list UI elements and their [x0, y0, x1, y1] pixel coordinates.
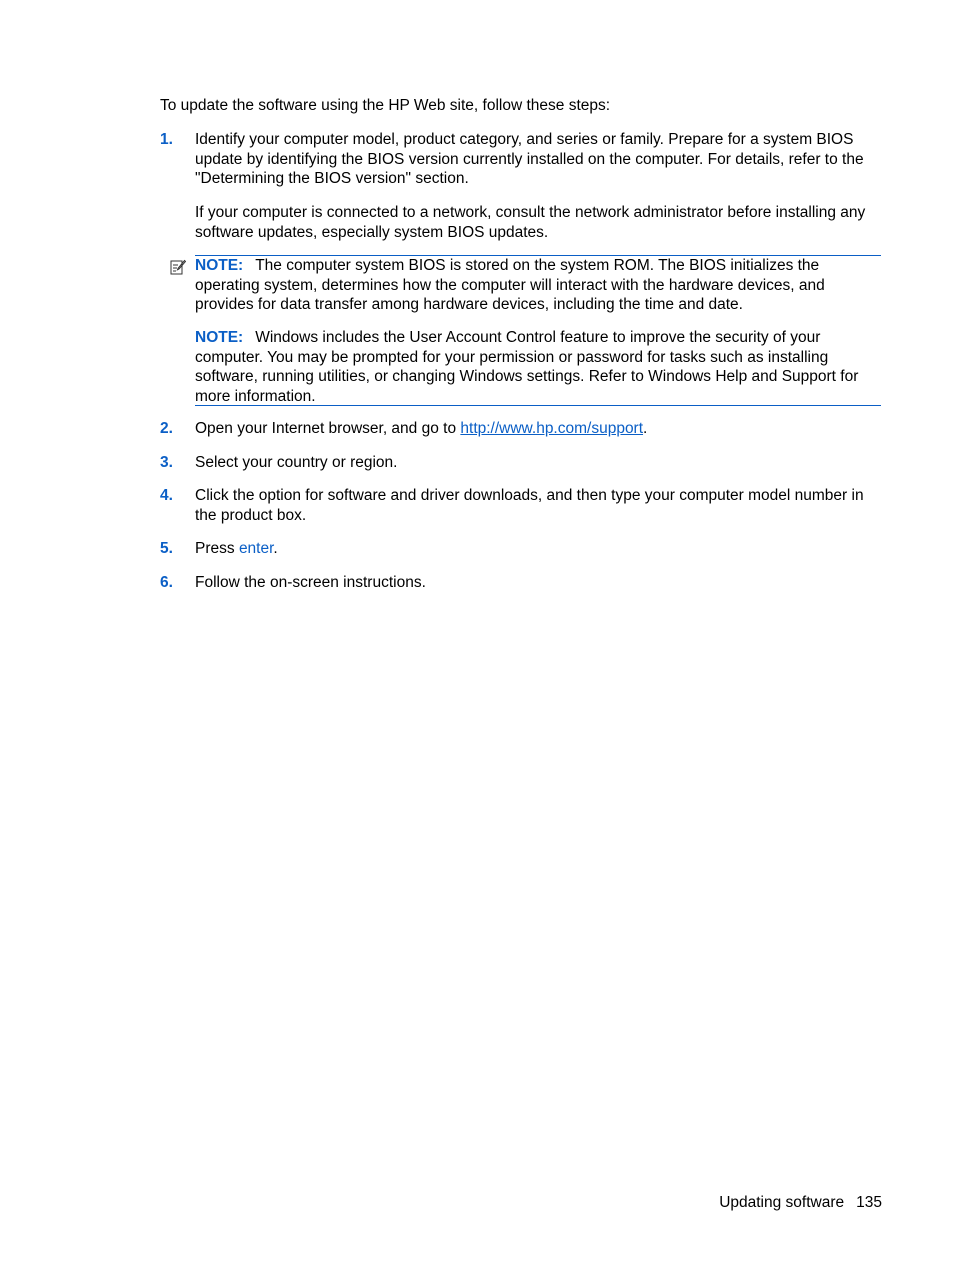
step-paragraph: If your computer is connected to a network, consult the network administrator before installing any software updates, especially system BIOS updates. [195, 204, 866, 241]
step-number: 2. [160, 420, 173, 437]
hp-support-link[interactable]: http://www.hp.com/support [460, 420, 644, 437]
step-text: . [273, 540, 278, 557]
note-text: The computer system BIOS is stored on the system ROM. The BIOS initializes the operating system, determines how the computer will interact with the hardware devices, and provides for data transfer among hardware devices, including the time and date. [195, 257, 825, 313]
step-paragraph: Select your country or region. [195, 454, 398, 471]
step-4 [160, 486, 882, 525]
step-number: 3. [160, 454, 173, 471]
step-body [195, 486, 882, 525]
step-body [195, 539, 882, 559]
step-text: Open your Internet browser, and go to [195, 420, 461, 437]
note-1 [195, 256, 881, 315]
page-footer [719, 1193, 882, 1213]
step-6 [160, 573, 882, 593]
footer-section-title: Updating software [719, 1194, 845, 1211]
step-number: 4. [160, 487, 173, 504]
step-3 [160, 453, 882, 473]
step-5 [160, 539, 882, 559]
step-number: 1. [160, 131, 173, 148]
step-number: 6. [160, 574, 173, 591]
step-1 [160, 130, 882, 242]
step-paragraph [195, 539, 882, 559]
step-body [195, 130, 882, 242]
step-body [195, 573, 882, 593]
note-text: Windows includes the User Account Control feature to improve the security of your computer. You may be prompted for your permission or password for tasks such as installing software, running utilities, or changing Windows settings. Refer to Windows Help and Support for more information. [195, 329, 859, 405]
step-number: 5. [160, 540, 173, 557]
page-number: 135 [856, 1194, 882, 1211]
note-2 [195, 328, 881, 406]
note-pencil-icon [170, 259, 186, 276]
step-paragraph: Identify your computer model, product category, and series or family. Prepare for a system BIOS update by identifying the BIOS version currently installed on the computer. For details, refer to the "Determining the BIOS version" section. [195, 131, 864, 187]
step-paragraph: Click the option for software and driver downloads, and then type your computer model number in the product box. [195, 487, 864, 524]
note-label: NOTE: [195, 329, 244, 346]
step-paragraph: Follow the on-screen instructions. [195, 574, 426, 591]
enter-key-label: enter [238, 540, 274, 557]
step-2 [160, 419, 882, 439]
step-text: Press [195, 540, 239, 557]
note-label: NOTE: [195, 257, 244, 274]
note-box [195, 255, 881, 406]
step-text: . [643, 420, 648, 437]
step-body [195, 419, 882, 439]
step-paragraph [195, 419, 882, 439]
intro-text: To update the software using the HP Web site, follow these steps: [160, 97, 611, 114]
step-body [195, 453, 882, 473]
